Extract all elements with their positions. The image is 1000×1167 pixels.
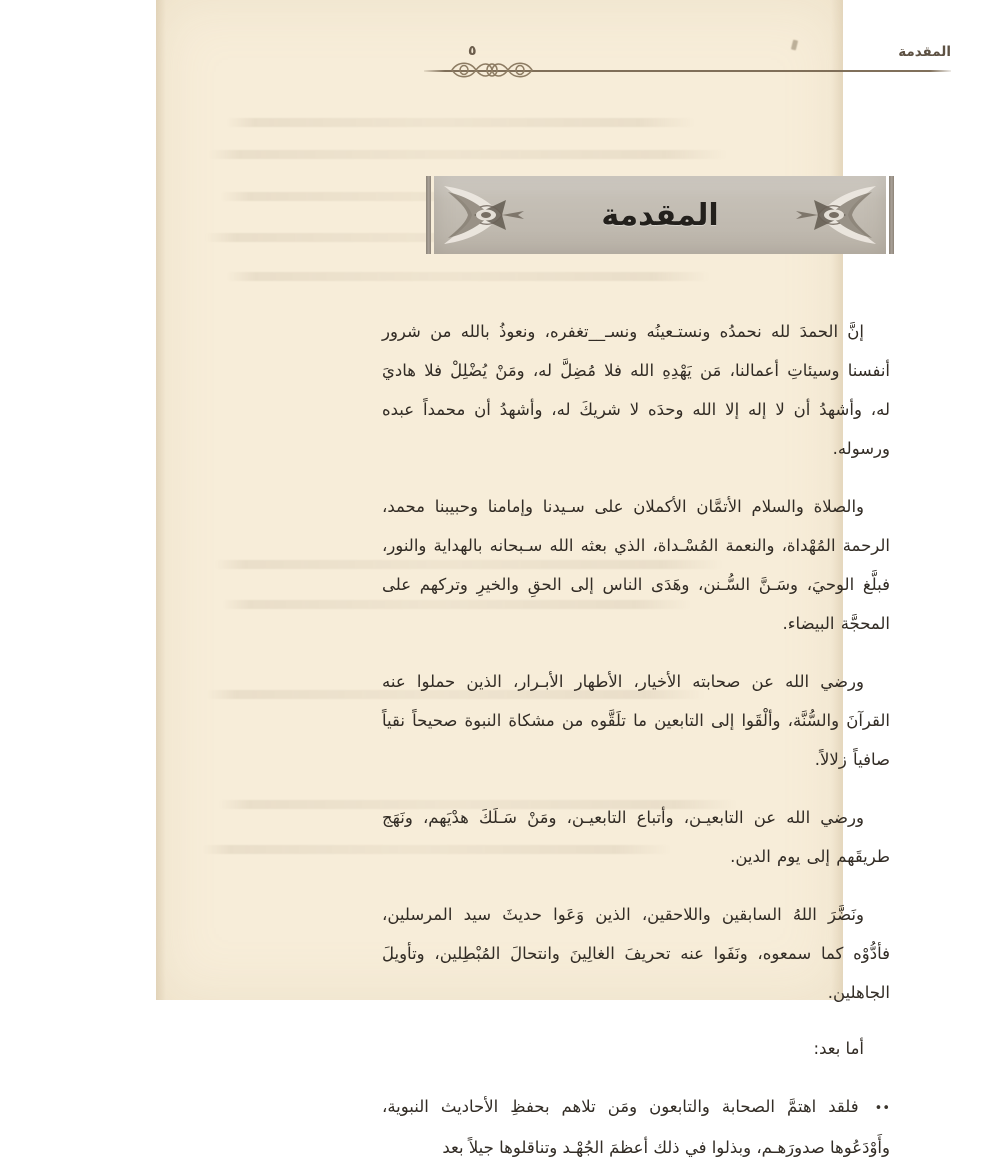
chapter-title-banner xyxy=(434,176,886,254)
paragraph-3: ورضي الله عن صحابته الأخيار، الأطهار الأبـرار، الذين حملوا عنه القرآنَ والسُّنَّة، وألْقَوا إلى التابعين ما تلَقَّوه من مشكاة النبوة صحيحاً نقياً صافياً زلالاً. xyxy=(382,672,890,769)
paragraph-4: ورضي الله عن التابعيـن، وأتباع التابعيـن، ومَنْ سَـلَكَ هدْيَهم، ونَهَج طريقَهم إلى يوم الدين. xyxy=(382,808,890,866)
book-page-sheet xyxy=(156,0,951,1157)
bullet-mark-icon: •• xyxy=(874,1101,890,1116)
ama-baad-line: أما بعد: xyxy=(813,1039,864,1058)
running-head xyxy=(424,44,951,70)
banner-edge-left xyxy=(426,176,431,254)
page-number: ٥ xyxy=(468,43,477,59)
chapter-title: المقدمة xyxy=(601,197,719,233)
bullet-paragraph-text: فلقد اهتمَّ الصحابة والتابعون ومَن تلاهم بحفظِ الأحاديث النبوية، وأَوْدَعُوها صدورَهـم، وبذلوا في ذلك أعظمَ الجُهْـد وتناقلوها جيلاً بعد xyxy=(382,1097,890,1157)
banner-edge-right xyxy=(889,176,894,254)
body-text-column xyxy=(382,312,890,1167)
paragraph-5: ونَضَّرَ اللهُ السابقين واللاحقين، الذين وَعَوا حديثَ سيد المرسلين، فأدُّوْه كما سمعوه، ونَفَوا عنه تحريفَ الغالِينَ وانتحالَ المُبْطِلين، وتأويلَ الجاهلين. xyxy=(382,905,890,1002)
header-knot-ornament-icon xyxy=(446,59,538,81)
running-head-title: المقدمة xyxy=(898,44,951,60)
paragraph-1: إنَّ الحمدَ لله نحمدُه ونستـعينُه ونسـ__تغفره، ونعوذُ بالله من شرور أنفسنا وسيئاتِ أعمالنا، مَن يَهْدِهِ الله فلا مُضِلَّ له، ومَنْ يُضْلِلْ فلا هاديَ له، وأشهدُ أن لا إله إلا الله وحدَه لا شريكَ له، وأشهدُ أن محمداً عبده ورسوله. xyxy=(382,322,890,458)
paragraph-2: والصلاة والسلام الأتمَّان الأكملان على سـيدنا وإمامنا وحبيبنا محمد، الرحمة المُهْداة، والنعمة المُسْـداة، الذي بعثه الله سـبحانه بالهداية والنور، فبلَّغ الوحيَ، وسَـنَّ السُّـنن، وهَدَى الناس إلى الحقِ والخيرِ وتركهم على المحجَّة البيضاء. xyxy=(382,497,890,633)
bullet-paragraph xyxy=(382,1087,890,1167)
